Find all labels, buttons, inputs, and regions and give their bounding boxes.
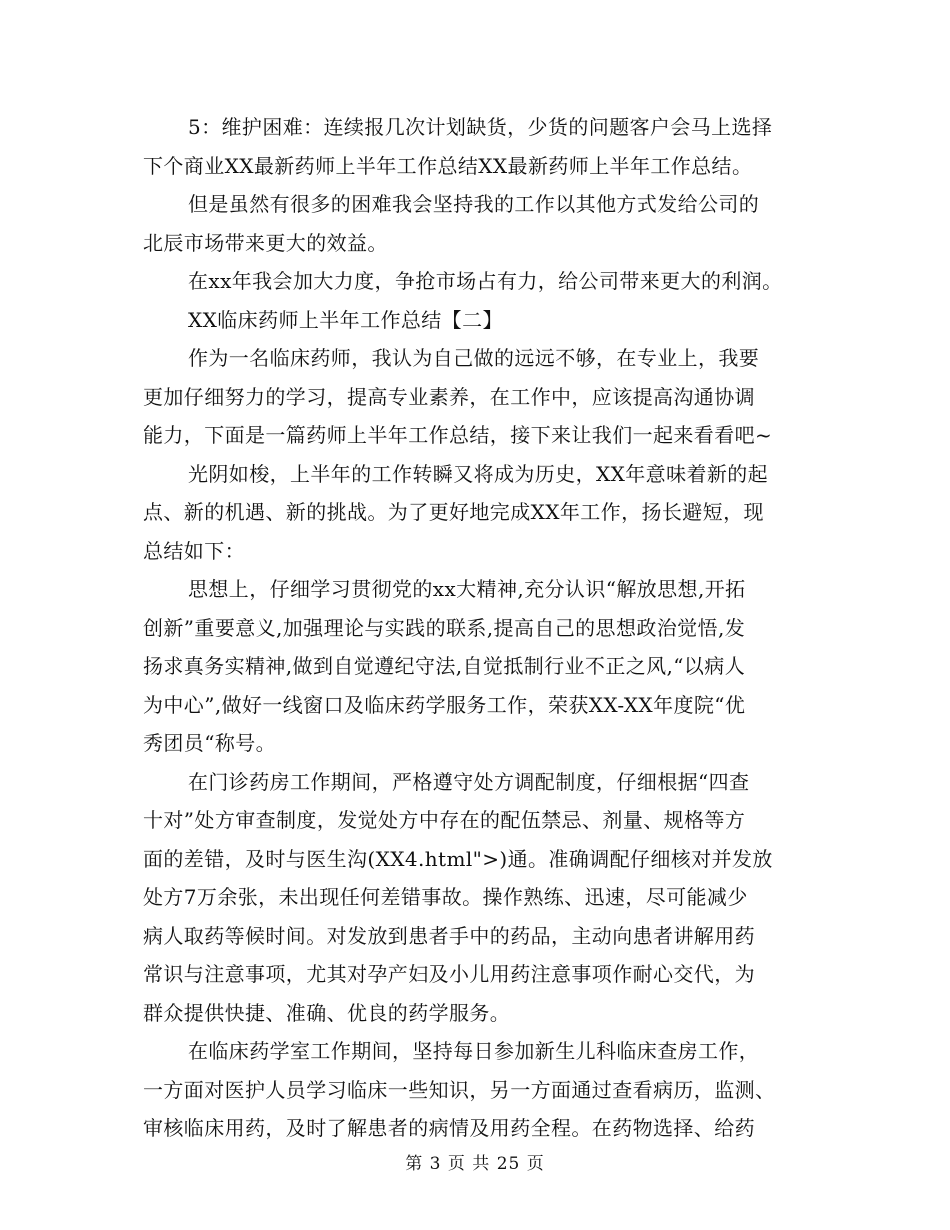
text-line: 审核临床用药，及时了解患者的病情及用药全程。在药物选择、给药 — [143, 1116, 755, 1140]
text-line: 在临床药学室工作期间，坚持每日参加新生儿科临床查房工作， — [188, 1039, 760, 1063]
text-line: 群众提供快捷、准确、优良的药学服务。 — [143, 1000, 511, 1025]
page-number-footer: 第 3 页 共 25 页 — [405, 1154, 545, 1174]
text-line: 为中心”,做好一线窗口及临床药学服务工作，荣获XX-XX年度院“优 — [143, 692, 746, 717]
text-line: 常识与注意事项，尤其对孕产妇及小儿用药注意事项作耐心交代，为 — [143, 962, 755, 986]
text-line: 创新”重要意义,加强理论与实践的联系,提高自己的思想政治觉悟,发 — [143, 615, 746, 640]
text-line: 光阴如梭，上半年的工作转瞬又将成为历史，XX年意味着新的起 — [188, 461, 769, 486]
document-body — [143, 108, 823, 1148]
text-line: 思想上，仔细学习贯彻党的xx大精神,充分认识“解放思想,开拓 — [188, 577, 746, 601]
text-line: 面的差错，及时与医生沟(XX4.html">)通。准确调配仔细核对并发放 — [143, 846, 773, 871]
text-line: 一方面对医护人员学习临床一些知识，另一方面通过查看病历，监测、 — [143, 1077, 776, 1102]
text-line: 扬求真务实精神,做到自觉遵纪守法,自觉抵制行业不正之风,“以病人 — [143, 654, 746, 678]
text-line: 病人取药等候时间。对发放到患者手中的药品，主动向患者讲解用药 — [143, 923, 755, 948]
text-line: 能力，下面是一篇药师上半年工作总结，接下来让我们一起来看看吧~ — [143, 423, 773, 447]
text-line: 在门诊药房工作期间，严格遵守处方调配制度，仔细根据“四查 — [188, 769, 750, 794]
text-line: 更加仔细努力的学习，提高专业素养，在工作中，应该提高沟通协调 — [143, 384, 755, 409]
text-line: 总结如下： — [143, 538, 245, 563]
text-line: 秀团员“称号。 — [143, 731, 277, 755]
text-line: 处方7万余张，未出现任何差错事故。操作熟练、迅速，尽可能减少 — [143, 885, 748, 909]
text-line: 5：维护困难：连续报几次计划缺货，少货的问题客户会马上选择 — [188, 115, 773, 139]
text-line: 下个商业XX最新药师上半年工作总结XX最新药师上半年工作总结。 — [143, 153, 753, 178]
text-line: 在xx年我会加大力度，争抢市场占有力，给公司带来更大的利润。 — [188, 269, 783, 293]
text-line: 十对”处方审查制度，发觉处方中存在的配伍禁忌、剂量、规格等方 — [143, 808, 746, 832]
text-line: 作为一名临床药师，我认为自己做的远远不够，在专业上，我要 — [188, 346, 760, 370]
text-line: 北辰市场带来更大的效益。 — [143, 230, 388, 255]
text-line: 但是虽然有很多的困难我会坚持我的工作以其他方式发给公司的 — [188, 192, 760, 216]
text-line: 点、新的机遇、新的挑战。为了更好地完成XX年工作，扬长避短，现 — [143, 500, 764, 524]
section-heading: XX临床药师上半年工作总结【二】 — [188, 307, 503, 332]
